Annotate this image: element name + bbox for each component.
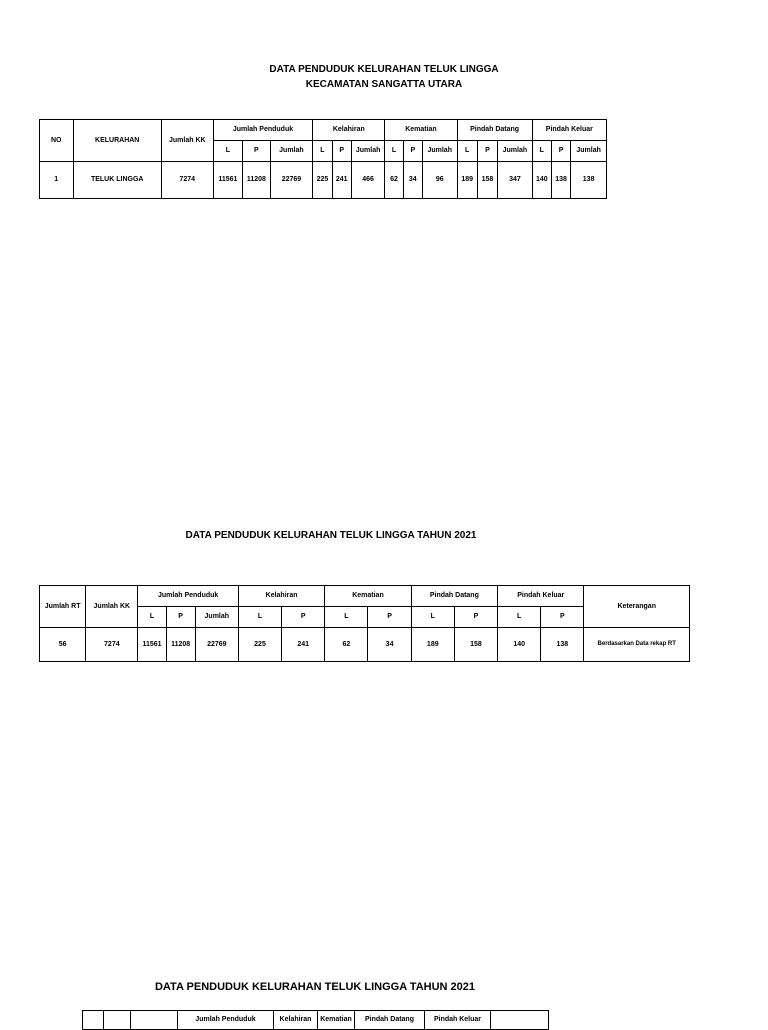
cell-penduduk-jumlah: 22769 <box>195 628 238 662</box>
cell-keluar-p: 138 <box>541 628 584 662</box>
subheader-l: L <box>238 607 281 628</box>
population-table-2021-partial <box>82 1010 549 1030</box>
header-jumlah-penduduk: Jumlah Penduduk <box>213 120 313 141</box>
header-pindah-datang: Pindah Datang <box>411 586 497 607</box>
header-pindah-datang: Pindah Datang <box>355 1011 425 1030</box>
section3-title: DATA PENDUDUK KELURAHAN TELUK LINGGA TAHUN 2021 <box>154 981 476 993</box>
cell-kelahiran-l: 225 <box>313 162 332 199</box>
header-blank <box>83 1011 104 1030</box>
cell-no: 1 <box>40 162 74 199</box>
header-kelurahan: KELURAHAN <box>73 120 161 162</box>
cell-kelahiran-p: 241 <box>332 162 351 199</box>
cell-kematian-jumlah: 96 <box>422 162 457 199</box>
subheader-p: P <box>166 607 195 628</box>
subheader-l: L <box>532 141 551 162</box>
table-row <box>40 162 607 199</box>
header-kematian: Kematian <box>325 586 411 607</box>
subheader-l: L <box>325 607 368 628</box>
cell-datang-l: 189 <box>411 628 454 662</box>
header-jumlah-kk: Jumlah KK <box>161 120 213 162</box>
header-pindah-keluar: Pindah Keluar <box>425 1011 491 1030</box>
header-jumlah-rt: Jumlah RT <box>40 586 86 628</box>
header-pindah-datang: Pindah Datang <box>457 120 532 141</box>
subheader-l: L <box>313 141 332 162</box>
subheader-jumlah: Jumlah <box>422 141 457 162</box>
cell-keterangan: Berdasarkan Data rekap RT <box>584 628 690 662</box>
subheader-l: L <box>457 141 477 162</box>
cell-jumlah-kk: 7274 <box>86 628 138 662</box>
header-jumlah-penduduk: Jumlah Penduduk <box>138 586 238 607</box>
header-kematian: Kematian <box>385 120 457 141</box>
header-kematian: Kematian <box>318 1011 355 1030</box>
subheader-l: L <box>138 607 166 628</box>
subheader-jumlah: Jumlah <box>498 141 533 162</box>
header-blank <box>491 1011 549 1030</box>
header-jumlah-kk: Jumlah KK <box>86 586 138 628</box>
cell-kematian-p: 34 <box>368 628 411 662</box>
population-table-2021 <box>39 585 690 662</box>
header-kelahiran: Kelahiran <box>274 1011 318 1030</box>
header-pindah-keluar: Pindah Keluar <box>532 120 606 141</box>
subheader-p: P <box>332 141 351 162</box>
subheader-p: P <box>403 141 422 162</box>
cell-kelahiran-p: 241 <box>282 628 325 662</box>
cell-kematian-l: 62 <box>385 162 403 199</box>
section1-title-line1: DATA PENDUDUK KELURAHAN TELUK LINGGA <box>269 64 499 75</box>
subheader-jumlah: Jumlah <box>270 141 313 162</box>
subheader-p: P <box>282 607 325 628</box>
cell-keluar-l: 140 <box>498 628 541 662</box>
section2-title: DATA PENDUDUK KELURAHAN TELUK LINGGA TAHUN 2021 <box>185 530 477 541</box>
subheader-p: P <box>477 141 497 162</box>
cell-kelahiran-jumlah: 466 <box>351 162 385 199</box>
cell-kematian-l: 62 <box>325 628 368 662</box>
cell-datang-jumlah: 347 <box>498 162 533 199</box>
cell-penduduk-p: 11208 <box>166 628 195 662</box>
section1-title-line2: KECAMATAN SANGATTA UTARA <box>305 79 463 90</box>
population-table-kelurahan <box>39 119 607 199</box>
cell-keluar-l: 140 <box>532 162 551 199</box>
table-row <box>40 628 690 662</box>
cell-jumlah-kk: 7274 <box>161 162 213 199</box>
subheader-p: P <box>541 607 584 628</box>
cell-penduduk-jumlah: 22769 <box>270 162 313 199</box>
cell-kelurahan: TELUK LINGGA <box>73 162 161 199</box>
subheader-jumlah: Jumlah <box>195 607 238 628</box>
header-pindah-keluar: Pindah Keluar <box>498 586 584 607</box>
cell-datang-l: 189 <box>457 162 477 199</box>
subheader-l: L <box>498 607 541 628</box>
cell-penduduk-l: 11561 <box>213 162 242 199</box>
cell-datang-p: 158 <box>477 162 497 199</box>
subheader-l: L <box>213 141 242 162</box>
subheader-p: P <box>243 141 270 162</box>
header-blank <box>104 1011 131 1030</box>
cell-jumlah-rt: 56 <box>40 628 86 662</box>
subheader-p: P <box>454 607 497 628</box>
subheader-l: L <box>411 607 454 628</box>
cell-keluar-p: 138 <box>551 162 570 199</box>
subheader-l: L <box>385 141 403 162</box>
subheader-p: P <box>551 141 570 162</box>
cell-keluar-jumlah: 138 <box>571 162 607 199</box>
header-keterangan: Keterangan <box>584 586 690 628</box>
cell-penduduk-p: 11208 <box>243 162 270 199</box>
subheader-jumlah: Jumlah <box>571 141 607 162</box>
cell-datang-p: 158 <box>454 628 497 662</box>
header-jumlah-penduduk: Jumlah Penduduk <box>178 1011 274 1030</box>
header-no: NO <box>40 120 74 162</box>
header-kelahiran: Kelahiran <box>238 586 324 607</box>
cell-kelahiran-l: 225 <box>238 628 281 662</box>
header-kelahiran: Kelahiran <box>313 120 385 141</box>
cell-penduduk-l: 11561 <box>138 628 166 662</box>
subheader-jumlah: Jumlah <box>351 141 385 162</box>
header-blank <box>131 1011 178 1030</box>
cell-kematian-p: 34 <box>403 162 422 199</box>
subheader-p: P <box>368 607 411 628</box>
